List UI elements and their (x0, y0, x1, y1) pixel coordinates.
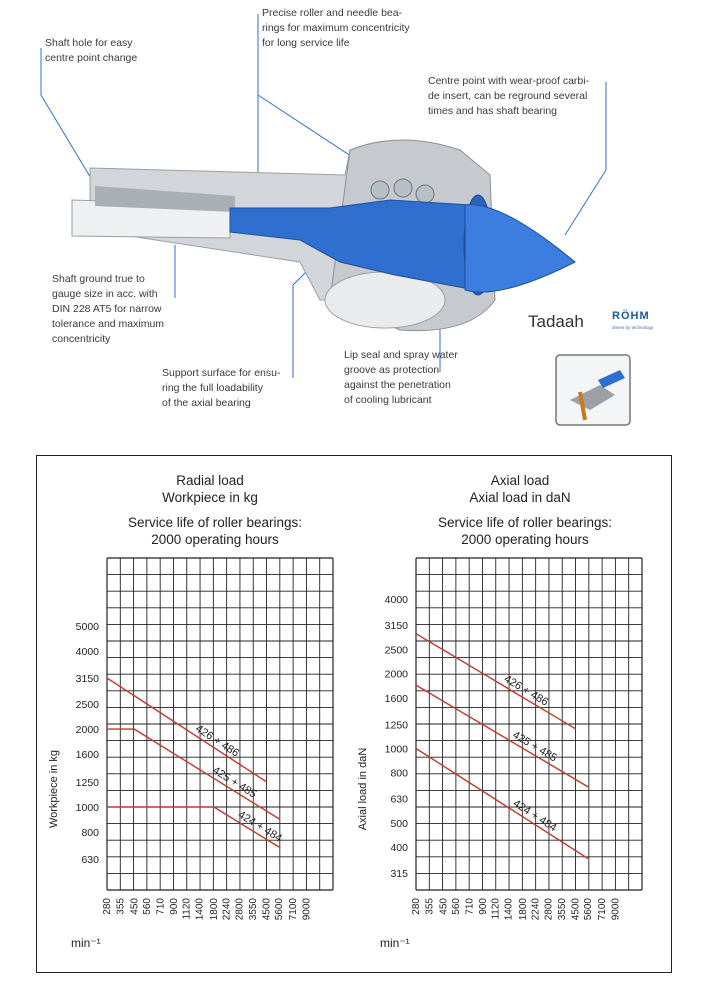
chart2-y-tick: 630 (390, 793, 408, 806)
chart1-x-tick: 355 (115, 898, 127, 915)
chart2-y-tick: 1600 (384, 692, 408, 705)
chart1-ylabel: Workpiece in kg (48, 749, 60, 829)
chart2-x-tick: 7100 (596, 898, 608, 921)
callout-shaft-hole: Shaft hole for easy centre point change (45, 37, 138, 64)
callout-lip-seal: Lip seal and spray water groove as protection against the penetration of cooling lubricant (344, 349, 458, 406)
chart2-x-tick: 3550 (556, 898, 568, 921)
callout-support-surface: Support surface for ensu- ring the full loadability of the axial bearing (162, 367, 281, 409)
callout-shaft-ground: Shaft ground true to gauge size in acc. with DIN 228 AT5 for narrow tolerance and maximum concentricity (52, 273, 165, 345)
chart1-x-tick: 9000 (301, 898, 313, 921)
chart2-x-tick: 5600 (583, 898, 595, 921)
callout-bearings: Precise roller and needle bea- rings for maximum concentricity for long service life (262, 7, 410, 49)
chart1-y-tick: 800 (81, 827, 99, 840)
chart2-series-label: 426 + 486 (501, 673, 551, 709)
chart2-y-tick: 1250 (384, 719, 408, 732)
chart2-x-tick: 280 (411, 898, 422, 915)
chart1-x-tick: 1400 (194, 898, 206, 921)
chart2-x-tick: 1800 (517, 898, 529, 921)
callout-centre-point: Centre point with wear-proof carbi- de insert, can be reground several times and has shaft bearing (428, 75, 590, 117)
chart1-x-tick: 1800 (208, 898, 220, 921)
chart1-y-tick: 1000 (75, 802, 99, 815)
chart1-series-label: 426 + 486 (193, 722, 242, 760)
chart1-y-tick: 2500 (75, 698, 99, 711)
chart1-x-tick: 3550 (247, 898, 259, 921)
chart2-y-tick: 315 (390, 868, 408, 880)
chart1-x-tick: 450 (129, 898, 141, 915)
chart2-x-tick: 450 (438, 898, 450, 915)
chart2-x-tick: 2800 (543, 898, 555, 921)
chart2-ylabel: Axial load in daN (357, 747, 369, 831)
chart1-x-tick: 2240 (221, 898, 233, 921)
chart2-x-tick: 355 (424, 898, 436, 915)
brand-logo: Tadaah (528, 312, 584, 331)
chart1-subtitle: Service life of roller bearings: 2000 operating hours (127, 515, 303, 547)
chart1-xlabel: min⁻¹ (71, 936, 101, 950)
chart2-series-label: 424 + 484 (510, 797, 559, 835)
chart2-y-tick: 2000 (384, 668, 408, 681)
chart1-x-tick: 710 (155, 898, 167, 915)
chart2-y-tick: 2500 (384, 644, 408, 657)
chart2-series-label: 425 + 485 (510, 729, 559, 765)
chart2-x-tick: 9000 (610, 898, 622, 921)
chart2-title: Axial load Axial load in daN (469, 473, 571, 505)
chart2-x-tick: 560 (450, 898, 462, 915)
chart1-x-tick: 4500 (261, 898, 273, 921)
chart2-y-tick: 500 (390, 818, 408, 831)
company-tagline: driven by technology (612, 325, 654, 330)
chart1-y-tick: 3150 (75, 672, 99, 685)
chart2-subtitle: Service life of roller bearings: 2000 operating hours (437, 515, 613, 547)
chart1-y-tick: 1600 (75, 749, 99, 762)
chart2-x-tick: 4500 (570, 898, 582, 921)
chart2-y-tick: 800 (390, 767, 408, 780)
chart1-y-tick: 4000 (75, 646, 99, 659)
chart1-title: Radial load Workpiece in kg (162, 473, 258, 505)
chart2-x-tick: 1400 (503, 898, 515, 921)
chart1-x-tick: 2800 (234, 898, 246, 921)
chart1-y-tick: 630 (81, 854, 99, 866)
chart1-x-tick: 1120 (181, 898, 193, 920)
chart2-x-tick: 1120 (490, 898, 502, 920)
chart2-y-tick: 1000 (384, 743, 408, 756)
chart1-series-label: 425 + 485 (210, 764, 259, 801)
chart1-x-tick: 560 (141, 898, 153, 915)
chart1-x-tick: 7100 (287, 898, 299, 921)
chart2-x-tick: 710 (464, 898, 476, 915)
chart2-y-tick: 3150 (384, 619, 408, 632)
chart2-xlabel: min⁻¹ (380, 936, 410, 950)
chart2-y-tick: 400 (390, 842, 408, 855)
chart1-x-tick: 900 (169, 898, 181, 915)
chart2-x-tick: 2240 (530, 898, 542, 921)
company-logo: RÖHM (612, 310, 650, 322)
chart1-x-tick: 5600 (274, 898, 286, 921)
chart1-series-label: 424 + 484 (235, 808, 284, 845)
chart1-y-tick: 2000 (75, 724, 99, 737)
chart1-x-tick: 280 (102, 898, 113, 915)
chart1-y-tick: 5000 (75, 621, 99, 633)
chart2-x-tick: 900 (478, 898, 490, 915)
chart2-y-tick: 4000 (384, 594, 408, 606)
chart1-y-tick: 1250 (75, 776, 99, 789)
